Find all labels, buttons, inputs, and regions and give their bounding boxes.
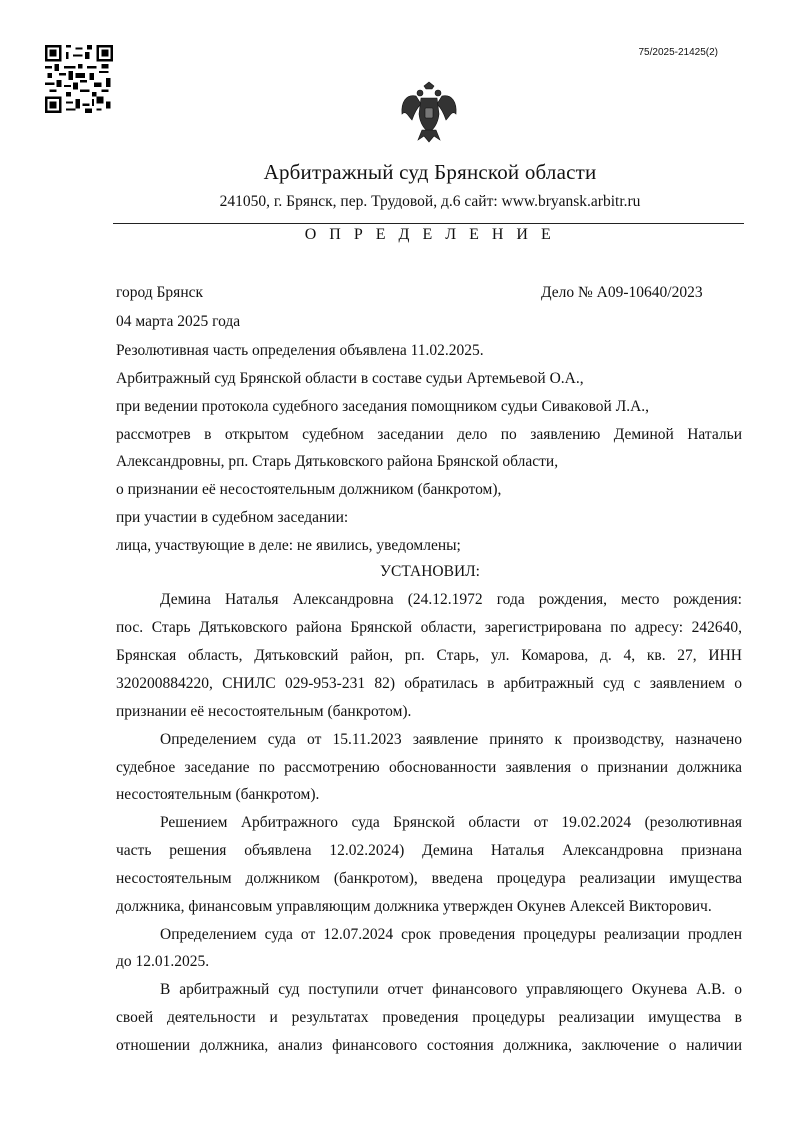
body-line: должника, финансовым управляющим должника утвержден Окунев Алексей Викторович. bbox=[116, 898, 712, 915]
intro-line: о признании её несостоятельным должником (банкротом), bbox=[116, 481, 502, 498]
body-line: Брянская область, Дятьковский район, рп. Старь, ул. Комарова, д. 4, кв. 27, ИНН bbox=[116, 647, 742, 664]
intro-line: при ведении протокола судебного заседания помощником судьи Сиваковой Л.А., bbox=[116, 398, 650, 415]
intro-line: лица, участвующие в деле: не явились, уведомлены; bbox=[116, 537, 461, 554]
body-line: Демина Наталья Александровна (24.12.1972 года рождения, место рождения: bbox=[160, 591, 742, 608]
established-heading: УСТАНОВИЛ: bbox=[380, 563, 480, 580]
body-line: часть решения объявлена 12.02.2024) Демина Наталья Александровна признана bbox=[116, 842, 742, 859]
header-divider bbox=[113, 223, 744, 224]
city: город Брянск bbox=[116, 284, 204, 301]
body-line: до 12.01.2025. bbox=[116, 953, 210, 970]
decision-date: 04 марта 2025 года bbox=[116, 313, 241, 330]
body-line: Решением Арбитражного суда Брянской области от 19.02.2024 (резолютивная bbox=[160, 814, 742, 831]
body-line: несостоятельным должником (банкротом), введена процедура реализации имущества bbox=[116, 870, 742, 887]
intro-line: Александровны, рп. Старь Дятьковского района Брянской области, bbox=[116, 453, 559, 470]
intro-line: Арбитражный суд Брянской области в составе судьи Артемьевой О.А., bbox=[116, 370, 584, 387]
body-line: отношении должника, анализ финансового состояния должника, заключение о наличии bbox=[116, 1037, 742, 1054]
intro-line: Резолютивная часть определения объявлена 11.02.2025. bbox=[116, 342, 484, 359]
court-address: 241050, г. Брянск, пер. Трудовой, д.6 сайт: www.bryansk.arbitr.ru bbox=[219, 193, 641, 210]
intro-line: рассмотрев в открытом судебном заседании дело по заявлению Деминой Натальи bbox=[116, 426, 742, 443]
body-line: пос. Старь Дятьковского района Брянской области, зарегистрирована по адресу: 242640, bbox=[116, 619, 742, 636]
coat-of-arms-emblem bbox=[398, 80, 460, 146]
body-line: судебное заседание по рассмотрению обоснованности заявления о признании должника bbox=[116, 759, 742, 776]
body-line: Определением суда от 15.11.2023 заявление принято к производству, назначено bbox=[160, 731, 742, 748]
body-line: несостоятельным (банкротом). bbox=[116, 786, 320, 803]
body-line: признании её несостоятельным (банкротом). bbox=[116, 703, 412, 720]
intro-line: при участии в судебном заседании: bbox=[116, 509, 349, 526]
court-name: Арбитражный суд Брянской области bbox=[263, 160, 597, 184]
document-number: 75/2025-21425(2) bbox=[638, 47, 718, 58]
case-number: Дело № А09-10640/2023 bbox=[541, 284, 703, 301]
body-line: В арбитражный суд поступили отчет финансового управляющего Окунева А.В. о bbox=[160, 981, 742, 998]
body-line: Определением суда от 12.07.2024 срок проведения процедуры реализации продлен bbox=[160, 926, 742, 943]
qr-code bbox=[45, 45, 113, 113]
document-title: О П Р Е Д Е Л Е Н И Е bbox=[304, 226, 556, 243]
body-line: 320200884220, СНИЛС 029-953-231 82) обратилась в арбитражный суд с заявлением о bbox=[116, 675, 742, 692]
body-line: своей деятельности и результатах проведения процедуры реализации имущества в bbox=[116, 1009, 742, 1026]
